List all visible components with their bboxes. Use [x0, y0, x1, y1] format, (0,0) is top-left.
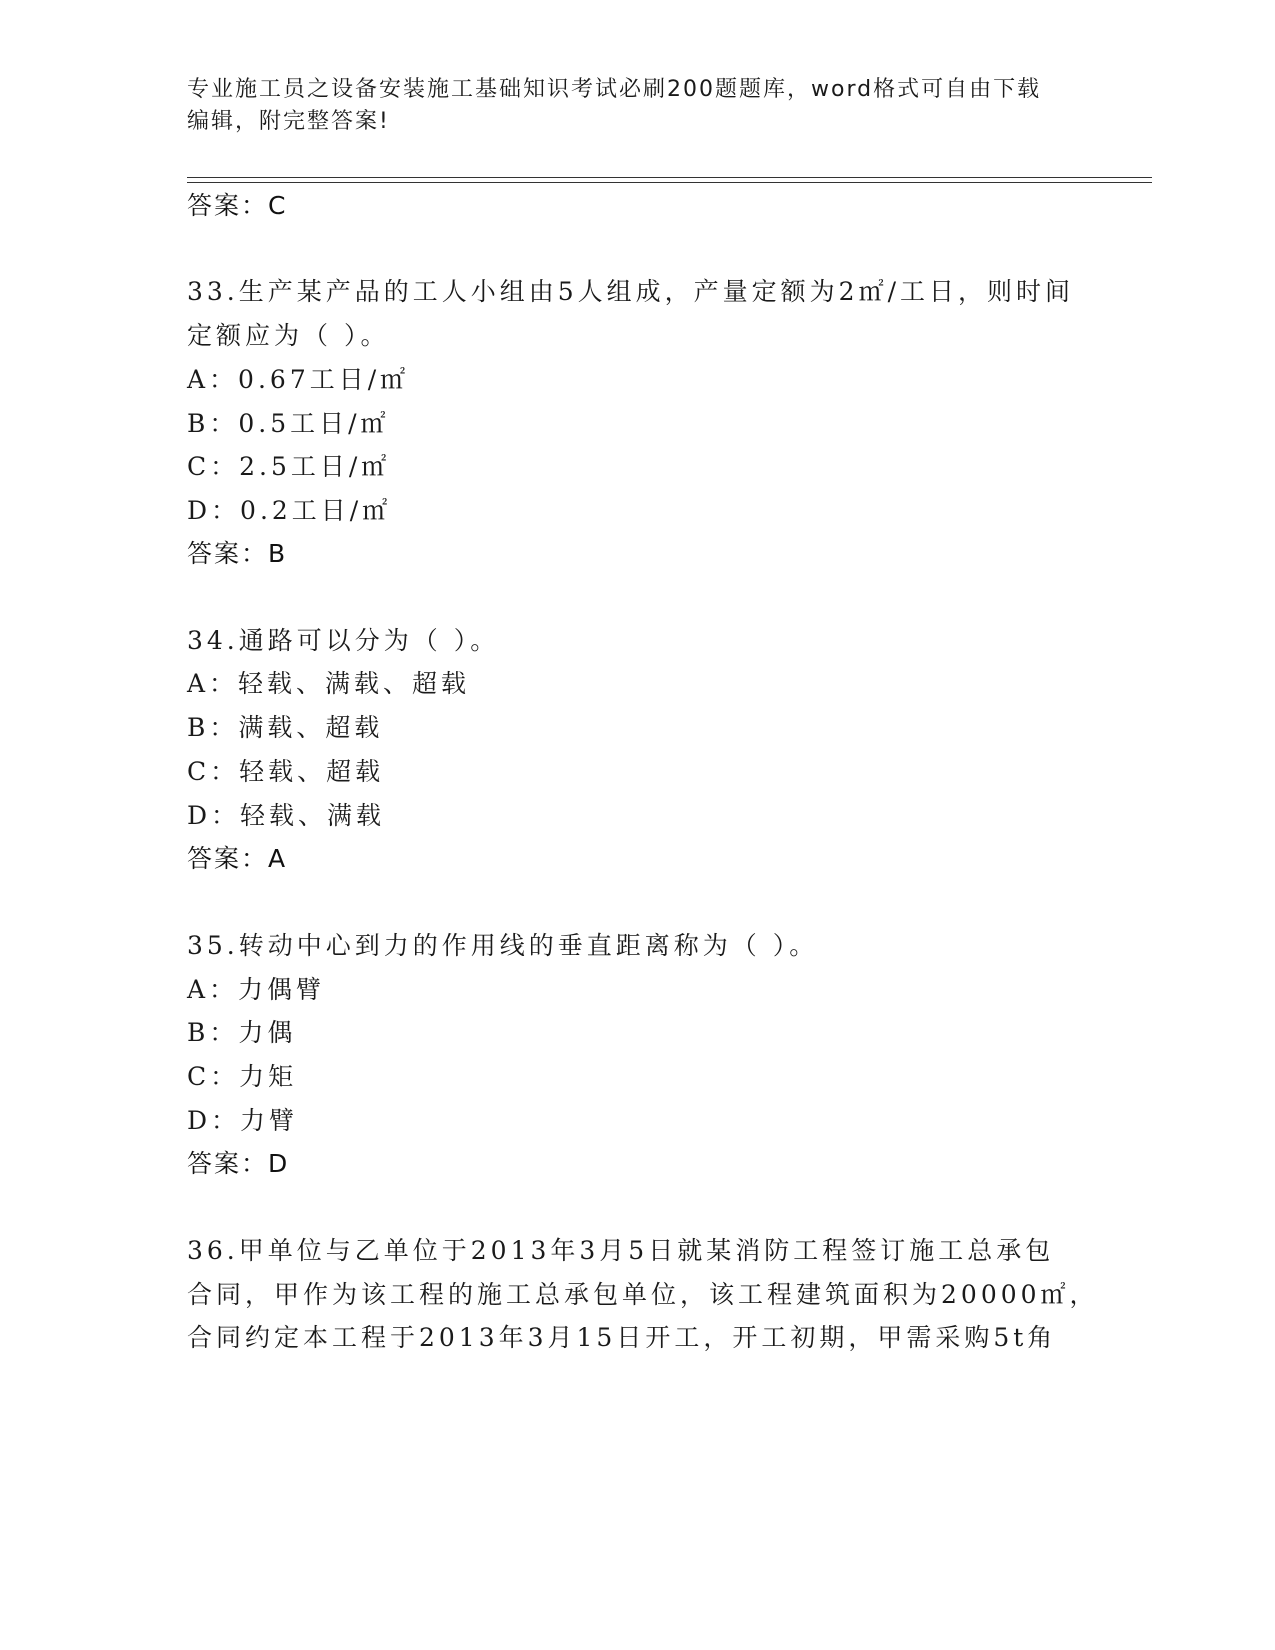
previous-answer: 答案：C — [187, 191, 288, 220]
question-36-stem-line-1: 36.甲单位与乙单位于2013年3月5日就某消防工程签订施工总承包 — [187, 1236, 1055, 1265]
header-rule-bottom — [187, 182, 1152, 183]
question-35-option-d: D：力臂 — [187, 1106, 299, 1135]
question-33-option-a: A：0.67工日/㎡ — [187, 365, 410, 394]
question-33-option-d: D：0.2工日/㎡ — [187, 496, 392, 525]
question-36-stem-line-2: 合同，甲作为该工程的施工总承包单位，该工程建筑面积为20000㎡， — [187, 1280, 1099, 1309]
page-header — [187, 74, 1067, 138]
question-34-stem: 34.通路可以分为（ ）。 — [187, 626, 500, 655]
question-34-option-c: C：轻载、超载 — [187, 757, 385, 786]
question-33-stem-line-2: 定额应为（ ）。 — [187, 321, 390, 350]
question-34-answer: 答案：A — [187, 844, 288, 873]
header-line-1: 专业施工员之设备安装施工基础知识考试必刷200题题库，word格式可自由下载 — [187, 77, 1042, 102]
question-35-option-c: C：力矩 — [187, 1062, 298, 1091]
header-rule-top — [187, 177, 1152, 178]
question-35-option-b: B：力偶 — [187, 1018, 297, 1047]
question-33-stem-line-1: 33.生产某产品的工人小组由5人组成，产量定额为2㎡/工日，则时间 — [187, 277, 1074, 306]
question-34-option-d: D：轻载、满载 — [187, 801, 386, 830]
header-line-2: 编辑，附完整答案! — [187, 109, 390, 134]
question-33-option-b: B：0.5工日/㎡ — [187, 409, 390, 438]
question-34-option-a: A：轻载、满载、超载 — [187, 669, 471, 698]
question-36-stem-line-3: 合同约定本工程于2013年3月15日开工，开工初期，甲需采购5t角 — [187, 1323, 1057, 1352]
question-34-option-b: B：满载、超载 — [187, 713, 384, 742]
question-35-stem: 35.转动中心到力的作用线的垂直距离称为（ ）。 — [187, 931, 819, 960]
question-33-answer: 答案：B — [187, 539, 288, 568]
question-33-option-c: C：2.5工日/㎡ — [187, 452, 391, 481]
question-35-option-a: A：力偶臂 — [187, 975, 326, 1004]
question-35-answer: 答案：D — [187, 1149, 290, 1178]
